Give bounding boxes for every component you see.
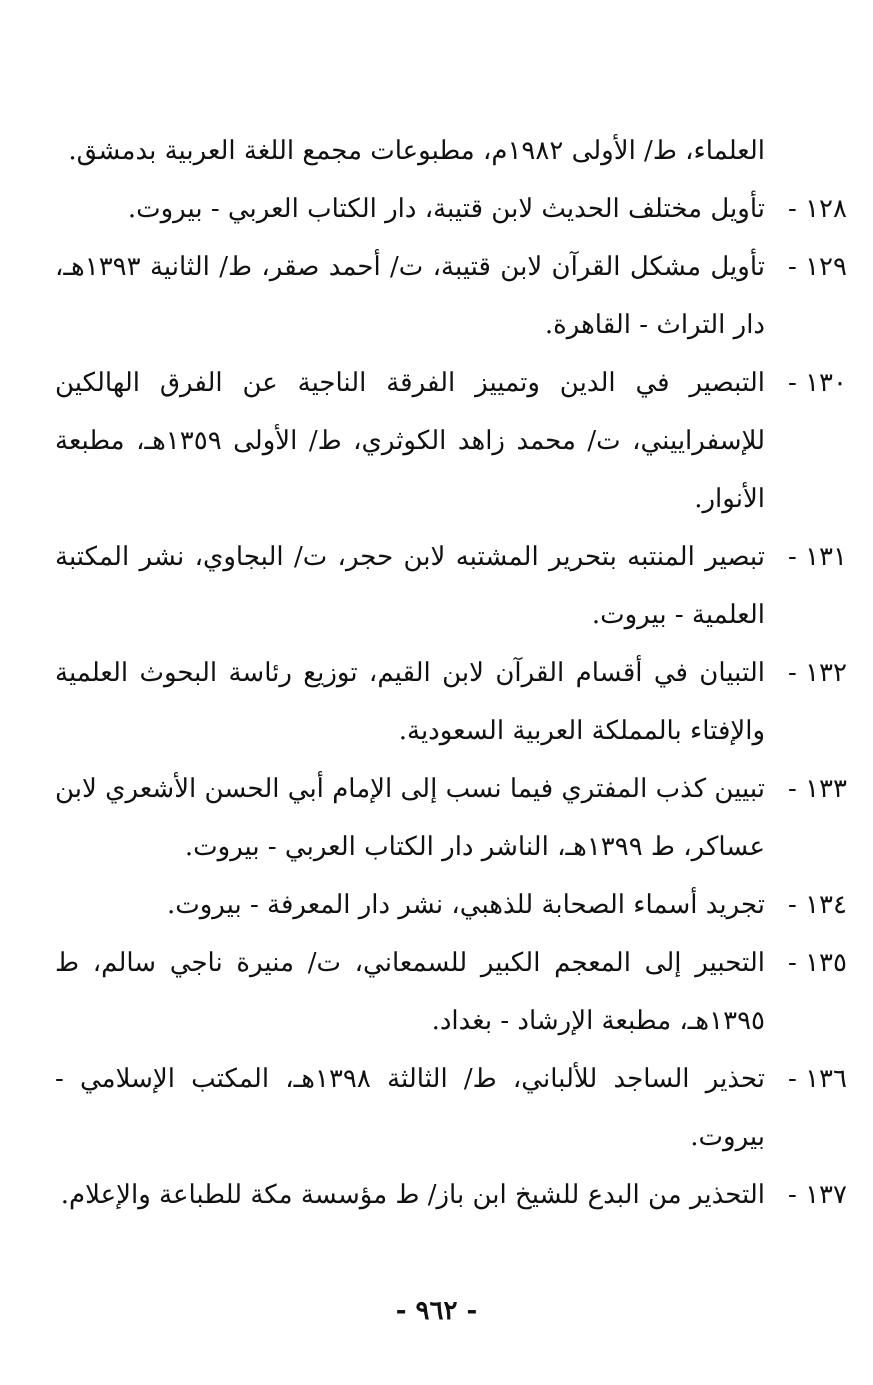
bibliography-entry-136: [55, 1050, 847, 1166]
entry-number: ١٣٦ -: [788, 1064, 847, 1094]
entry-text: التبيان في أقسام القرآن لابن القيم، توزيع رئاسة البحوث العلمية والإفتاء بالمملكة العربية السعودية.: [55, 658, 765, 746]
entry-text: تحذير الساجد للألباني، ط/ الثالثة ١٣٩٨هـ، المكتب الإسلامي - بيروت.: [55, 1064, 765, 1152]
entry-text: تبيين كذب المفتري فيما نسب إلى الإمام أبي الحسن الأشعري لابن عساكر، ط ١٣٩٩هـ، الناشر دار الكتاب العربي - بيروت.: [55, 774, 765, 862]
entry-number: ١٢٩ -: [788, 252, 847, 282]
entry-number: ١٣٤ -: [788, 890, 847, 920]
entry-text: تبصير المنتبه بتحرير المشتبه لابن حجر، ت/ البجاوي، نشر المكتبة العلمية - بيروت.: [55, 542, 765, 630]
bibliography-entry-129: [55, 238, 847, 354]
bibliography-entry-135: [55, 934, 847, 1050]
bibliography-entry-130: [55, 354, 847, 528]
bibliography-list: [55, 122, 847, 1224]
entry-number: ١٣٢ -: [788, 658, 847, 688]
entry-text: العلماء، ط/ الأولى ١٩٨٢م، مطبوعات مجمع اللغة العربية بدمشق.: [68, 136, 765, 166]
entry-text: التحذير من البدع للشيخ ابن باز/ ط مؤسسة مكة للطباعة والإعلام.: [60, 1180, 765, 1210]
entry-text: تجريد أسماء الصحابة للذهبي، نشر دار المعرفة - بيروت.: [167, 890, 765, 920]
entry-text: تأويل مشكل القرآن لابن قتيبة، ت/ أحمد صقر، ط/ الثانية ١٣٩٣هـ، دار التراث - القاهرة.: [55, 252, 765, 340]
entry-text: التبصير في الدين وتمييز الفرقة الناجية عن الفرق الهالكين للإسفراييني، ت/ محمد زاهد الكوثري، ط/ الأولى ١٣٥٩هـ، مطبعة الأنوار.: [55, 368, 765, 514]
entry-number: ١٣٣ -: [788, 774, 847, 804]
bibliography-entry-continuation: [55, 122, 765, 180]
entry-number: ١٢٨ -: [788, 194, 847, 224]
bibliography-entry-131: [55, 528, 847, 644]
entry-number: ١٣٧ -: [788, 1180, 847, 1210]
bibliography-entry-134: [55, 876, 847, 934]
entry-number: ١٣٥ -: [788, 948, 847, 978]
bibliography-entry-133: [55, 760, 847, 876]
entry-number: ١٣١ -: [788, 542, 847, 572]
page-number: - ٩٦٢ -: [395, 1296, 478, 1326]
bibliography-entry-132: [55, 644, 847, 760]
bibliography-entry-137: [55, 1166, 847, 1224]
bibliography-entry-128: [55, 180, 847, 238]
entry-text: تأويل مختلف الحديث لابن قتيبة، دار الكتاب العربي - بيروت.: [127, 194, 765, 224]
entry-number: ١٣٠ -: [788, 368, 847, 398]
entry-text: التحبير إلى المعجم الكبير للسمعاني، ت/ منيرة ناجي سالم، ط ١٣٩٥هـ، مطبعة الإرشاد - بغداد.: [55, 948, 765, 1036]
